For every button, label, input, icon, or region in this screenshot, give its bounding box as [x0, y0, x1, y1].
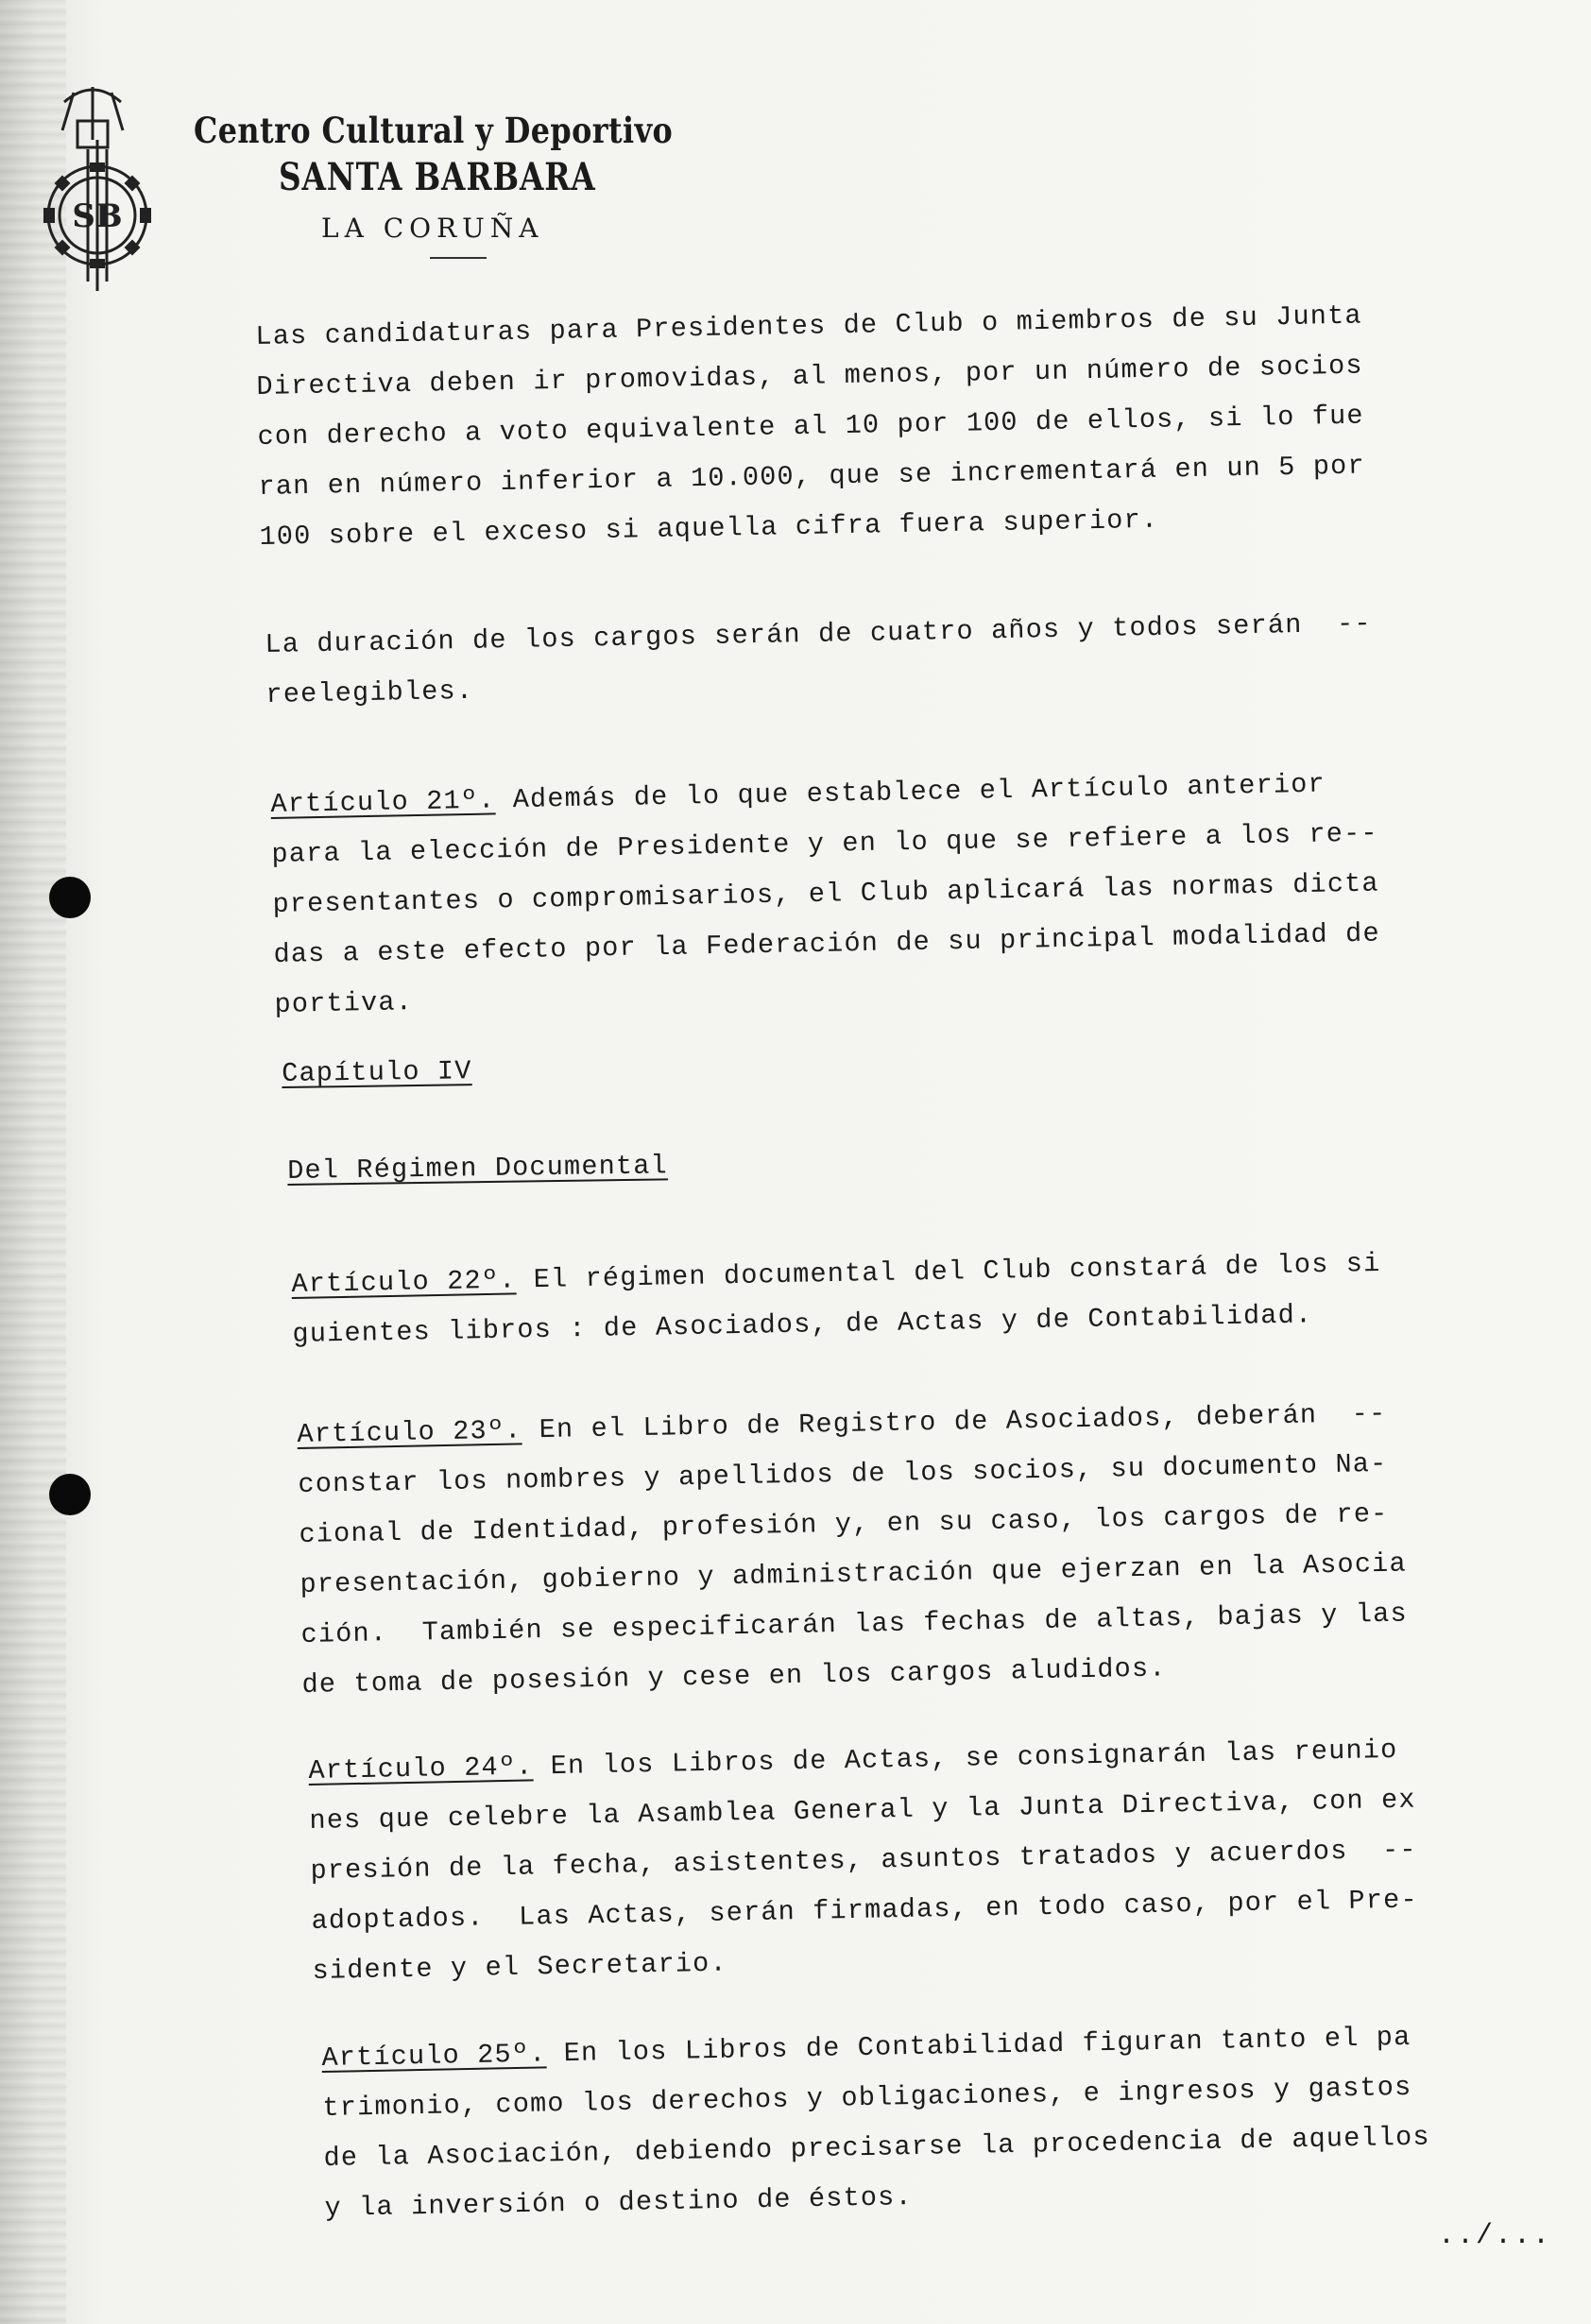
text-line: Artículo 25º. En los Libros de Contabilidad figuran tanto el pa [321, 2021, 1411, 2074]
text-line: con derecho a voto equivalente al 10 por 100 de ellos, si lo fue [257, 400, 1365, 453]
text-line: presentación, gobierno y administración que ejerzan en la Asocia [299, 1547, 1408, 1600]
text-line: presentantes o compromisarios, el Club aplicará las normas dicta [272, 867, 1380, 920]
article-22 [291, 1235, 1587, 1359]
text-line: Artículo 21º. Además de lo que establece el Artículo anterior [270, 768, 1326, 820]
paragraph-candidaturas [255, 287, 1554, 562]
text-line: de toma de posesión y cese en los cargos aludidos. [301, 1652, 1167, 1700]
text-line: ran en número inferior a 10.000, que se incrementará en un 5 por [258, 450, 1366, 503]
text-line: nes que celebre la Asamblea General y la Junta Directiva, con ex [309, 1784, 1417, 1837]
section-heading [287, 1137, 1582, 1187]
text-line: constar los nombres y apellidos de los socios, su documento Na- [298, 1447, 1388, 1500]
text-line: 100 sobre el exceso si aquella cifra fuera superior. [259, 504, 1159, 553]
text-line: adoptados. Las Actas, serán firmadas, en todo caso, por el Pre- [311, 1884, 1419, 1937]
text-line: guientes libros : de Asociados, de Actas y de Contabilidad. [292, 1299, 1313, 1350]
text-line: y la inversión o destino de éstos. [324, 2181, 914, 2224]
punch-hole-bottom [49, 1474, 91, 1515]
svg-text:SB: SB [72, 197, 123, 235]
paragraph-duracion [265, 595, 1561, 720]
article-23 [297, 1385, 1591, 1710]
text-line: ción. También se especificarán las fechas de altas, bajas y las [300, 1598, 1409, 1650]
article-label: Artículo 23º. [297, 1414, 522, 1450]
article-21 [270, 755, 1569, 1030]
letterhead-rule [430, 257, 487, 259]
letterhead [194, 110, 723, 259]
scan-edge-shadow [0, 0, 66, 2324]
club-name: SANTA BARBARA [279, 155, 596, 199]
text-line: das a este efecto por la Federación de su principal modalidad de [273, 917, 1381, 970]
text-line: La duración de los cargos serán de cuatro años y todos serán -- [265, 607, 1373, 660]
text-line: Artículo 22º. El régimen documental del Club constará de los si [291, 1247, 1381, 1300]
text-line: reelegibles. [265, 675, 474, 710]
text-line: Directiva deben ir promovidas, al menos, por un número de socios [256, 350, 1364, 402]
text-line: sidente y el Secretario. [312, 1947, 728, 1987]
article-label: Artículo 25º. [321, 2038, 547, 2074]
text-line: para la elección de Presidente y en lo que se refiere a los re-- [271, 817, 1379, 870]
article-label: Artículo 24º. [308, 1751, 534, 1786]
text-line: de la Asociación, debiendo precisarse la procedencia de aquellos [323, 2121, 1431, 2174]
chapter-title: Capítulo IV [282, 1055, 472, 1089]
text-line: Las candidaturas para Presidentes de Club o miembros de su Junta [255, 299, 1363, 352]
club-title: Centro Cultural y Deportivo [194, 110, 674, 151]
chapter-heading [282, 1040, 1576, 1089]
text-line: presión de la fecha, asistentes, asuntos tratados y acuerdos -- [310, 1834, 1418, 1887]
article-label: Artículo 22º. [291, 1264, 517, 1300]
article-label: Artículo 21º. [270, 784, 496, 820]
text-line: cional de Identidad, profesión y, en su caso, los cargos de re- [299, 1497, 1389, 1550]
text-line: trimonio, como los derechos y obligaciones, e ingresos y gastos [322, 2071, 1412, 2124]
club-logo [36, 83, 159, 300]
article-24 [308, 1721, 1591, 1996]
punch-hole-top [49, 877, 91, 918]
text-line: Artículo 24º. En los Libros de Actas, se consignarán las reunio [308, 1734, 1398, 1786]
text-line: Artículo 23º. En el Libro de Registro de Asociados, deberán -- [297, 1397, 1387, 1450]
text-line: portiva. [274, 986, 414, 1020]
continuation-mark: ../... [1437, 2220, 1551, 2252]
section-title: Del Régimen Documental [287, 1150, 669, 1187]
article-25 [321, 2008, 1591, 2233]
club-city: LA CORUÑA [321, 213, 544, 244]
